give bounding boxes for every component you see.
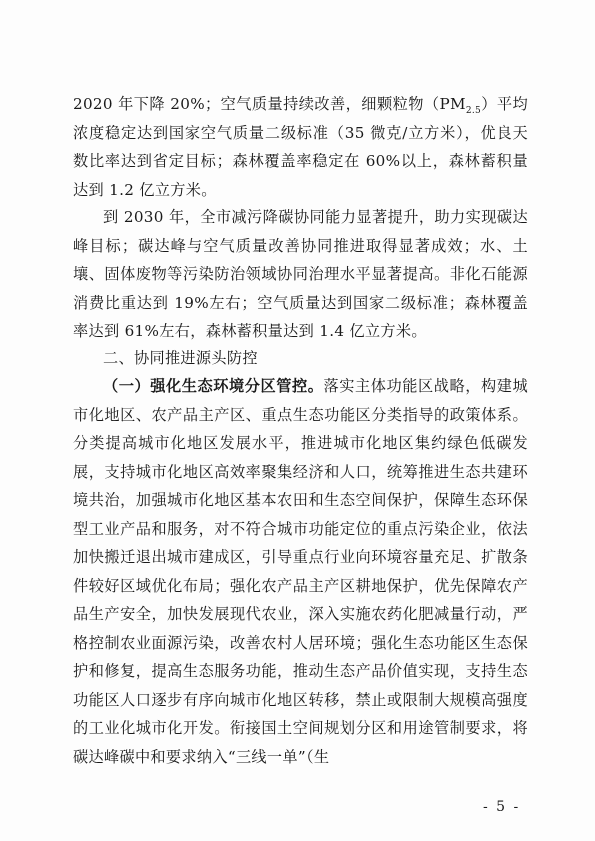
paragraph-zoning-control: [73, 372, 528, 771]
subsection-body: 落实主体功能区战略，构建城市化地区、农产品主产区、重点生态功能区分类指导的政策体系。分类提高城市化地区发展水平，推进城市化地区集约绿色低碳发展，支持城市化地区高效率聚集经济和人口，统筹推进生态共建环境共治，加强城市化地区基本农田和生态空间保护，保障生态环保型工业产品和服务，对不符合城市功能定位的重点污染企业，依法加快搬迁退出城市建成区，引导重点行业向环境容量充足、扩散条件较好区域优化布局；强化农产品主产区耕地保护，优先保障农产品生产安全，加快发展现代农业，深入实施农药化肥减量行动，严格控制农业面源污染，改善农村人居环境；强化生态功能区生态保护和修复，提高生态服务功能，推动生态产品价值实现，支持生态功能区人口逐步有序向城市化地区转移，禁止或限制大规模高强度的工业化城市化开发。衔接国土空间规划分区和用途管制要求，将碳达峰碳中和要求纳入“三线一单”（生: [73, 377, 529, 766]
paragraph-targets-2020-text-b: ）平均浓度稳定达到国家空气质量二级标准（35 微克/立方米），优良天数比率达到省定目标；森林覆盖率稳定在 60%以上，森林蓄积量达到 1.2 亿立方米。: [73, 95, 528, 199]
paragraph-targets-2020-text-a: 2020 年下降 20%；空气质量持续改善，细颗粒物（PM: [73, 95, 466, 113]
subsection-lead: （一）强化生态环境分区管控。: [103, 377, 324, 395]
paragraph-targets-2020: [73, 90, 528, 204]
section-heading: 二、协同推进源头防控: [103, 349, 258, 367]
page-number: - 5 -: [483, 799, 521, 815]
paragraph-targets-2030: 到 2030 年，全市减污降碳协同能力显著提升，助力实现碳达峰目标；碳达峰与空气质量改善协同推进取得显著成效；水、土壤、固体废物等污染防治领域协同治理水平显著提高。非化石能源消费比重达到 19%左右；空气质量达到国家二级标准；森林覆盖率达到 61%左右，森林蓄积量达到 1.4 亿立方米。: [73, 208, 528, 340]
pm-subscript: 2.5: [465, 106, 482, 117]
